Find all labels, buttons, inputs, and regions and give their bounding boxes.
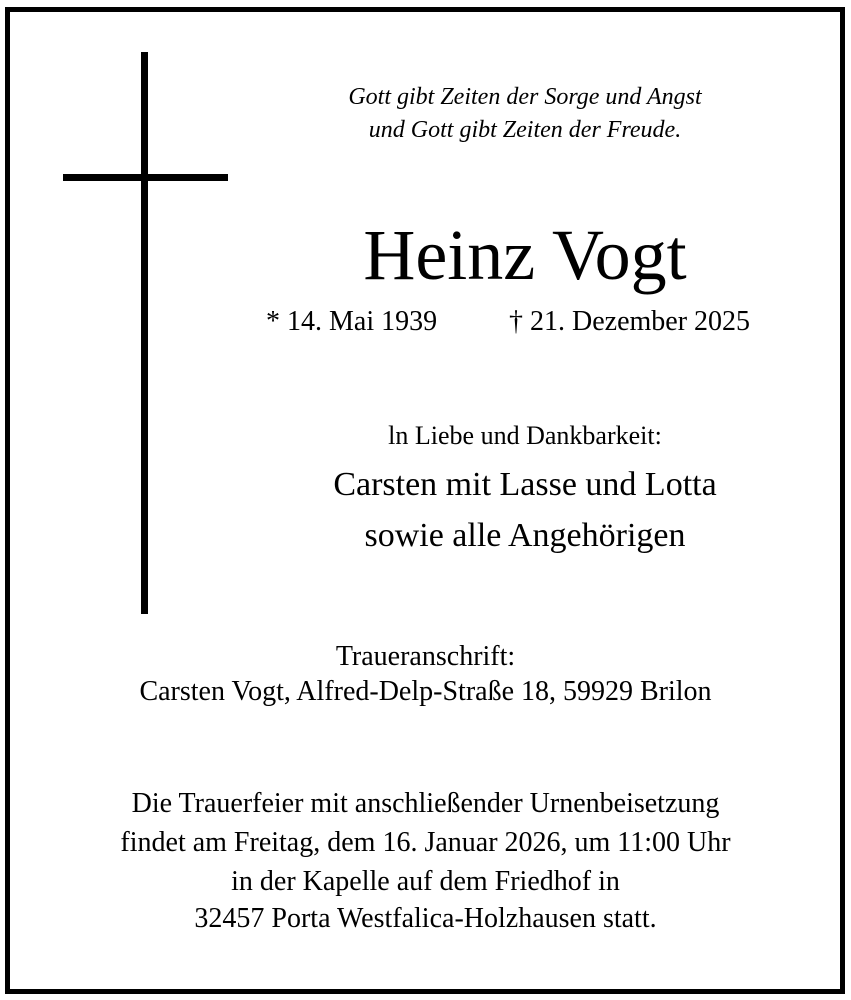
mourners-intro: ln Liebe und Dankbarkeit: (388, 421, 662, 450)
verse-line-1: Gott gibt Zeiten der Sorge und Angst (348, 84, 702, 110)
service-line-2: findet am Freitag, dem 16. Januar 2026, um 11:00 Uhr (120, 827, 731, 858)
cross-vertical-bar (141, 52, 148, 614)
verse-line-2: und Gott gibt Zeiten der Freude. (368, 117, 682, 143)
service-line-4: 32457 Porta Westfalica-Holzhausen statt. (194, 903, 657, 934)
service-line-3: in der Kapelle auf dem Friedhof in (231, 866, 620, 897)
death-date: † 21. Dezember 2025 (509, 306, 751, 337)
address-text: Carsten Vogt, Alfred-Delp-Straße 18, 59929 Brilon (139, 676, 712, 707)
mourners-line-1: Carsten mit Lasse und Lotta (333, 466, 717, 503)
mourners-line-2: sowie alle Angehörigen (364, 517, 686, 554)
cross-horizontal-bar (63, 174, 228, 181)
deceased-name: Heinz Vogt (363, 215, 687, 295)
service-line-1: Die Trauerfeier mit anschließender Urnenbeisetzung (131, 788, 720, 819)
birth-date: * 14. Mai 1939 (266, 306, 438, 337)
address-label: Traueranschrift: (335, 641, 516, 672)
